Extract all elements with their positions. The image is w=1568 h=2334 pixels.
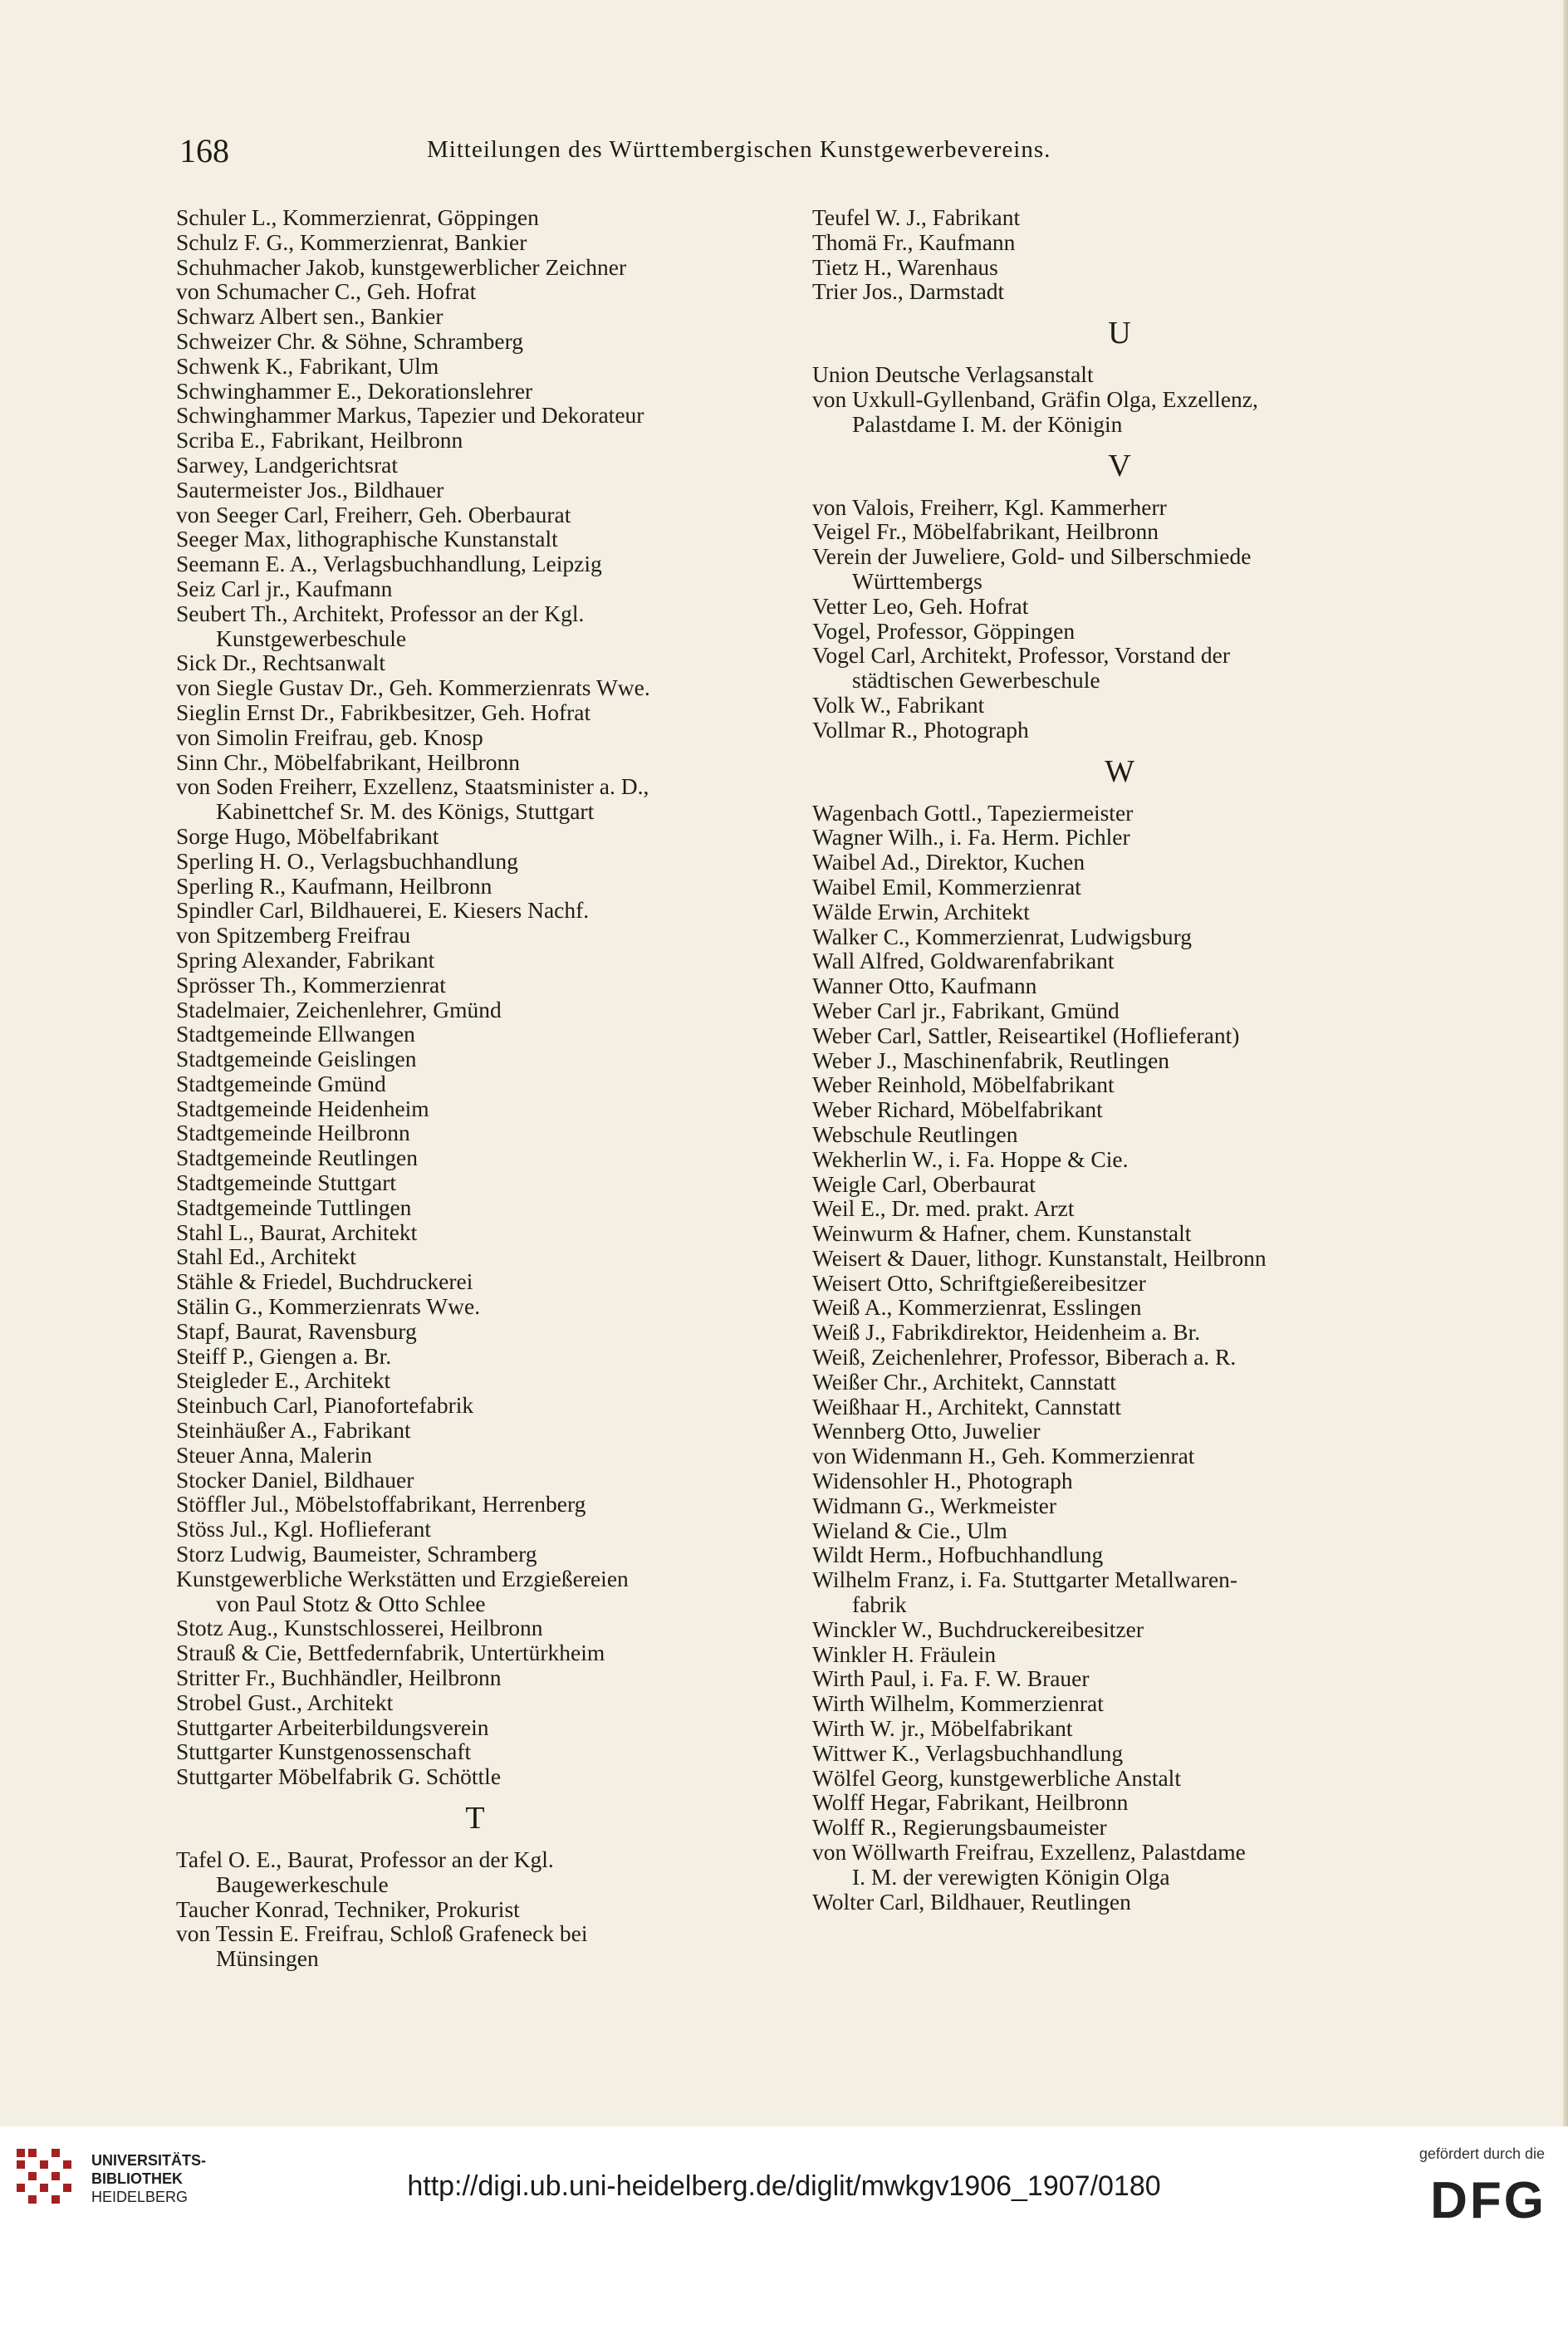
- member-entry: Weiß J., Fabrikdirektor, Heidenheim a. Br.: [812, 1319, 1201, 1346]
- member-entry: Sick Dr., Rechtsanwalt: [176, 650, 386, 676]
- member-entry: Steinhäußer A., Fabrikant: [176, 1417, 411, 1444]
- member-entry: Seeger Max, lithographische Kunstanstalt: [176, 526, 558, 552]
- member-entry: Stuttgarter Kunstgenossenschaft: [176, 1738, 472, 1765]
- member-entry: Stritter Fr., Buchhändler, Heilbronn: [176, 1665, 502, 1691]
- member-entry: Stadtgemeinde Stuttgart: [176, 1169, 397, 1196]
- member-entry: Trier Jos., Darmstadt: [812, 278, 1005, 305]
- member-entry: Union Deutsche Verlagsanstalt: [812, 361, 1094, 388]
- member-entry: Seiz Carl jr., Kaufmann: [176, 575, 393, 601]
- page-number: 168: [179, 132, 229, 169]
- member-entry: Sorge Hugo, Möbelfabrikant: [176, 822, 439, 849]
- member-entry: Schwinghammer E., Dekorationslehrer: [176, 377, 533, 404]
- section-letter: V: [1108, 448, 1131, 483]
- member-entry: von Tessin E. Freifrau, Schloß Grafeneck bei: [176, 1920, 588, 1947]
- member-entry: Wekherlin W., i. Fa. Hoppe & Cie.: [812, 1145, 1129, 1172]
- section-letter: W: [1105, 753, 1134, 789]
- member-entry: Schwinghammer Markus, Tapezier und Dekorateur: [176, 402, 644, 429]
- member-entry: Schuhmacher Jakob, kunstgewerblicher Zeichner: [176, 253, 627, 280]
- member-entry: Steuer Anna, Malerin: [176, 1441, 372, 1468]
- member-entry: Sautermeister Jos., Bildhauer: [176, 476, 444, 503]
- member-entry: Verein der Juweliere, Gold- und Silberschmiede: [812, 543, 1252, 570]
- member-entry: Stöss Jul., Kgl. Hoflieferant: [176, 1516, 432, 1542]
- member-entry: Stähle & Friedel, Buchdruckerei: [176, 1268, 473, 1295]
- member-entry: Spindler Carl, Bildhauerei, E. Kiesers Nachf.: [176, 897, 590, 924]
- member-entry: Wagner Wilh., i. Fa. Herm. Pichler: [812, 824, 1130, 851]
- member-entry: Stadtgemeinde Tuttlingen: [176, 1194, 412, 1220]
- viewer-footer: [0, 2126, 1568, 2334]
- member-entry: Steinbuch Carl, Pianofortefabrik: [176, 1392, 474, 1419]
- member-entry-continuation: fabrik: [852, 1591, 907, 1618]
- member-entry: von Schumacher C., Geh. Hofrat: [176, 278, 477, 305]
- member-entry-continuation: städtischen Gewerbeschule: [852, 667, 1100, 694]
- member-entry: Vetter Leo, Geh. Hofrat: [812, 592, 1029, 619]
- member-entry: Wolff R., Regierungsbaumeister: [812, 1814, 1107, 1841]
- member-entry: Winkler H. Fräulein: [812, 1640, 997, 1667]
- member-entry-continuation: Palastdame I. M. der Königin: [852, 410, 1123, 437]
- member-entry: Seemann E. A., Verlagsbuchhandlung, Leipzig: [176, 551, 602, 577]
- member-entry: Stuttgarter Möbelfabrik G. Schöttle: [176, 1763, 502, 1790]
- section-letter: U: [1108, 316, 1131, 351]
- member-entry: Waibel Emil, Kommerzienrat: [812, 873, 1081, 900]
- member-entry: Weiß A., Kommerzienrat, Esslingen: [812, 1294, 1142, 1321]
- member-entry: Weinwurm & Hafner, chem. Kunstanstalt: [812, 1220, 1192, 1247]
- member-entry-continuation: Münsingen: [216, 1945, 319, 1972]
- member-entry: Spring Alexander, Fabrikant: [176, 946, 435, 973]
- member-entry: Weber Reinhold, Möbelfabrikant: [812, 1071, 1115, 1098]
- member-entry: Widmann G., Werkmeister: [812, 1492, 1057, 1518]
- member-entry: von Soden Freiherr, Exzellenz, Staatsminister a. D.,: [176, 773, 649, 800]
- dfg-logo: DFG: [1430, 2172, 1546, 2229]
- page-header: [0, 131, 1568, 173]
- member-entry: Stahl Ed., Architekt: [176, 1243, 356, 1270]
- library-name-line-1: UNIVERSITÄTS-: [91, 2152, 207, 2169]
- member-entry: Stapf, Baurat, Ravensburg: [176, 1317, 417, 1344]
- member-entry-continuation: Kabinettchef Sr. M. des Königs, Stuttgart: [216, 798, 595, 825]
- member-entry: Schulz F. G., Kommerzienrat, Bankier: [176, 228, 527, 255]
- member-entry: Weisert Otto, Schriftgießereibesitzer: [812, 1269, 1146, 1296]
- member-entry: Volk W., Fabrikant: [812, 691, 985, 718]
- member-entry: Weiß, Zeichenlehrer, Professor, Biberach a. R.: [812, 1344, 1237, 1370]
- member-entry: Steiff P., Giengen a. Br.: [176, 1342, 392, 1369]
- member-entry: Sperling H. O., Verlagsbuchhandlung: [176, 847, 518, 874]
- member-entry: Weigle Carl, Oberbaurat: [812, 1170, 1036, 1197]
- member-entry: Vogel Carl, Architekt, Professor, Vorstand der: [812, 642, 1231, 669]
- member-list-right-column: [812, 205, 1427, 1914]
- member-entry: von Siegle Gustav Dr., Geh. Kommerzienrats Wwe.: [176, 674, 650, 701]
- member-entry: Weber J., Maschinenfabrik, Reutlingen: [812, 1047, 1170, 1073]
- member-entry: Taucher Konrad, Techniker, Prokurist: [176, 1895, 520, 1922]
- member-entry: Walker C., Kommerzienrat, Ludwigsburg: [812, 923, 1193, 949]
- member-entry-continuation: von Paul Stotz & Otto Schlee: [216, 1590, 486, 1616]
- member-entry: Wennberg Otto, Juwelier: [812, 1418, 1041, 1444]
- member-entry: Wolff Hegar, Fabrikant, Heilbronn: [812, 1789, 1129, 1816]
- member-entry: Stadtgemeinde Reutlingen: [176, 1145, 418, 1171]
- member-entry: Weber Carl, Sattler, Reiseartikel (Hoflieferant): [812, 1022, 1240, 1048]
- member-entry: Weisert & Dauer, lithogr. Kunstanstalt, Heilbronn: [812, 1244, 1267, 1271]
- library-name-line-2: BIBLIOTHEK: [91, 2170, 183, 2187]
- member-entry: Stadtgemeinde Ellwangen: [176, 1021, 415, 1047]
- member-entry: Winckler W., Buchdruckereibesitzer: [812, 1616, 1144, 1642]
- member-entry: Wirth W. jr., Möbelfabrikant: [812, 1715, 1073, 1742]
- section-letter: T: [465, 1801, 485, 1836]
- member-entry: Seubert Th., Architekt, Professor an der Kgl.: [176, 600, 585, 626]
- member-entry: Vollmar R., Photograph: [812, 716, 1029, 743]
- member-entry: Teufel W. J., Fabrikant: [812, 204, 1021, 230]
- library-name-line-3: HEIDELBERG: [91, 2189, 189, 2205]
- member-entry: Stadtgemeinde Gmünd: [176, 1070, 386, 1096]
- member-entry: Stuttgarter Arbeiterbildungsverein: [176, 1714, 489, 1740]
- member-entry: Strobel Gust., Architekt: [176, 1689, 394, 1715]
- member-entry: Schwenk K., Fabrikant, Ulm: [176, 352, 439, 379]
- member-entry: von Seeger Carl, Freiherr, Geh. Oberbaurat: [176, 501, 571, 527]
- page-edge: [1563, 0, 1568, 2126]
- member-entry: von Valois, Freiherr, Kgl. Kammerherr: [812, 493, 1167, 520]
- member-list-left-column: [176, 205, 807, 1971]
- permalink-url[interactable]: http://digi.ub.uni-heidelberg.de/diglit/mwkgv1906_1907/0180: [407, 2170, 1161, 2202]
- member-entry: Steigleder E., Architekt: [176, 1367, 391, 1394]
- member-entry: Kunstgewerbliche Werkstätten und Erzgießereien: [176, 1565, 629, 1591]
- member-entry: Scriba E., Fabrikant, Heilbronn: [176, 427, 463, 454]
- member-entry: Sieglin Ernst Dr., Fabrikbesitzer, Geh. Hofrat: [176, 699, 591, 725]
- member-entry: Widensohler H., Photograph: [812, 1468, 1073, 1494]
- member-entry: Stadtgemeinde Heilbronn: [176, 1120, 410, 1146]
- member-entry: Weißer Chr., Architekt, Cannstatt: [812, 1368, 1116, 1395]
- running-title: Mitteilungen des Württembergischen Kunstgewerbevereins.: [427, 136, 1051, 163]
- member-entry: Schweizer Chr. & Söhne, Schramberg: [176, 327, 524, 354]
- member-entry: Vogel, Professor, Göppingen: [812, 617, 1076, 644]
- member-entry: von Spitzemberg Freifrau: [176, 922, 411, 949]
- member-entry: Tafel O. E., Baurat, Professor an der Kgl.: [176, 1846, 554, 1872]
- member-entry: Wildt Herm., Hofbuchhandlung: [812, 1542, 1104, 1568]
- member-entry-continuation: Württembergs: [852, 567, 982, 594]
- member-entry: Thomä Fr., Kaufmann: [812, 228, 1016, 255]
- member-entry-continuation: Kunstgewerbeschule: [216, 625, 407, 651]
- member-entry: Stöffler Jul., Möbelstoffabrikant, Herrenberg: [176, 1491, 586, 1518]
- member-entry: Webschule Reutlingen: [812, 1120, 1018, 1147]
- member-entry: Stadtgemeinde Heidenheim: [176, 1095, 429, 1121]
- member-entry: Wolter Carl, Bildhauer, Reutlingen: [812, 1888, 1131, 1915]
- member-entry: Wölfel Georg, kunstgewerbliche Anstalt: [812, 1764, 1181, 1791]
- member-entry: Schuler L., Kommerzienrat, Göppingen: [176, 204, 539, 230]
- member-entry: von Widenmann H., Geh. Kommerzienrat: [812, 1443, 1195, 1469]
- member-entry: Wall Alfred, Goldwarenfabrikant: [812, 948, 1115, 974]
- member-entry: von Uxkull-Gyllenband, Gräfin Olga, Exzellenz,: [812, 385, 1258, 412]
- member-entry: Weil E., Dr. med. prakt. Arzt: [812, 1195, 1075, 1222]
- member-entry: Wilhelm Franz, i. Fa. Stuttgarter Metallwaren-: [812, 1567, 1238, 1593]
- member-entry: von Simolin Freifrau, geb. Knosp: [176, 723, 483, 750]
- member-entry: Veigel Fr., Möbelfabrikant, Heilbronn: [812, 518, 1159, 545]
- member-entry: Stocker Daniel, Bildhauer: [176, 1466, 414, 1493]
- member-entry: Sarwey, Landgerichtsrat: [176, 451, 398, 478]
- member-entry: Weber Carl jr., Fabrikant, Gmünd: [812, 997, 1120, 1023]
- member-entry-continuation: I. M. der verewigten Königin Olga: [852, 1863, 1170, 1890]
- member-entry: Schwarz Albert sen., Bankier: [176, 303, 443, 330]
- member-entry: von Wöllwarth Freifrau, Exzellenz, Palastdame: [812, 1839, 1246, 1866]
- member-entry: Weber Richard, Möbelfabrikant: [812, 1096, 1103, 1123]
- member-entry: Weißhaar H., Architekt, Cannstatt: [812, 1393, 1121, 1420]
- member-entry: Storz Ludwig, Baumeister, Schramberg: [176, 1541, 537, 1567]
- member-entry: Wälde Erwin, Architekt: [812, 898, 1030, 924]
- member-entry: Wittwer K., Verlagsbuchhandlung: [812, 1739, 1124, 1766]
- member-entry: Sinn Chr., Möbelfabrikant, Heilbronn: [176, 748, 520, 775]
- member-entry: Wanner Otto, Kaufmann: [812, 973, 1037, 999]
- member-entry: Stotz Aug., Kunstschlosserei, Heilbronn: [176, 1615, 543, 1641]
- member-entry: Tietz H., Warenhaus: [812, 253, 998, 280]
- member-entry-continuation: Baugewerkeschule: [216, 1871, 389, 1897]
- member-entry: Stadelmaier, Zeichenlehrer, Gmünd: [176, 996, 502, 1022]
- funding-caption: gefördert durch die: [1419, 2145, 1545, 2162]
- member-entry: Stadtgemeinde Geislingen: [176, 1046, 417, 1072]
- member-entry: Wieland & Cie., Ulm: [812, 1517, 1007, 1543]
- member-entry: Stahl L., Baurat, Architekt: [176, 1218, 418, 1245]
- member-entry: Wagenbach Gottl., Tapeziermeister: [812, 799, 1134, 826]
- member-entry: Strauß & Cie, Bettfedernfabrik, Untertürkheim: [176, 1640, 605, 1666]
- member-entry: Stälin G., Kommerzienrats Wwe.: [176, 1293, 481, 1320]
- member-entry: Sprösser Th., Kommerzienrat: [176, 971, 446, 998]
- member-entry: Waibel Ad., Direktor, Kuchen: [812, 849, 1085, 875]
- member-entry: Sperling R., Kaufmann, Heilbronn: [176, 872, 492, 899]
- member-entry: Wirth Wilhelm, Kommerzienrat: [812, 1690, 1104, 1717]
- member-entry: Wirth Paul, i. Fa. F. W. Brauer: [812, 1665, 1090, 1692]
